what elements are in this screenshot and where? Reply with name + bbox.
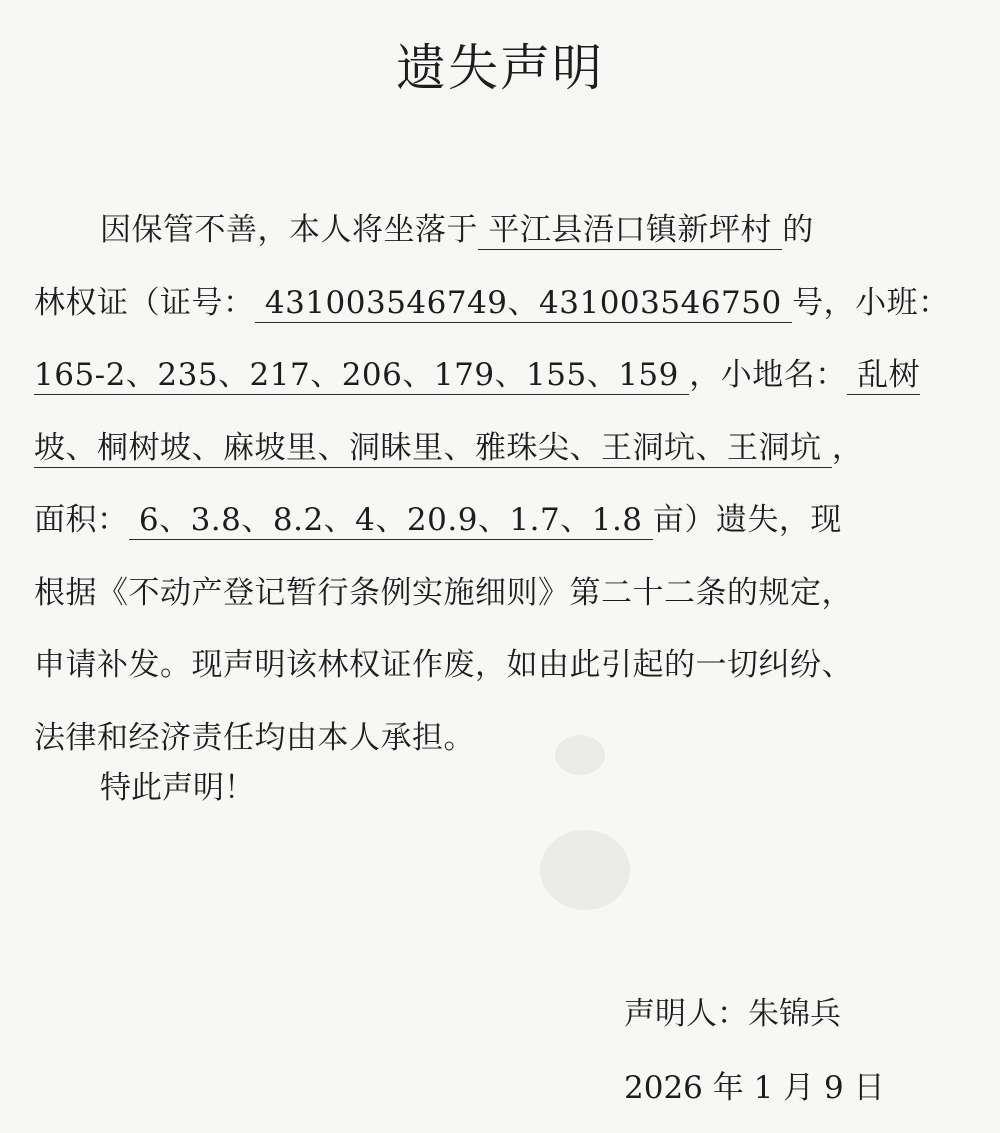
text-segment: 林权证（证号： <box>34 284 255 321</box>
body-line-8: 法律和经济责任均由本人承担。 <box>34 719 475 756</box>
text-segment: 因保管不善，本人将坐落于 <box>100 212 478 248</box>
body-line-1 <box>34 194 948 267</box>
text-segment: 号，小班： <box>792 284 950 321</box>
location-field: 平江县浯口镇新坪村 <box>478 212 783 248</box>
text-segment: ，小地名： <box>689 357 847 393</box>
body-line-4 <box>34 412 948 485</box>
body-line-6: 根据《不动产登记暂行条例实施细则》第二十二条的规定， <box>34 574 853 611</box>
certificate-number-field: 431003546749、431003546750 <box>254 284 793 321</box>
body-line-7: 申请补发。现声明该林权证作废，如由此引起的一切纠纷、 <box>34 647 853 683</box>
declarant-signature: 声明人：朱锦兵 <box>624 996 841 1032</box>
plot-numbers-field: 165-2、235、217、206、179、155、159 <box>34 357 690 393</box>
closing-remark: 特此声明！ <box>100 770 255 806</box>
statement-date: 2026 年 1 月 9 日 <box>624 1070 885 1106</box>
text-segment: ， <box>831 429 864 466</box>
text-segment: 的 <box>782 212 814 248</box>
body-line-3 <box>34 339 948 412</box>
area-field: 6、3.8、8.2、4、20.9、1.7、1.8 <box>128 502 653 538</box>
place-names-field: 乱树 <box>846 357 921 393</box>
text-segment: 亩）遗失，现 <box>652 502 842 538</box>
text-segment: 面积： <box>34 502 129 538</box>
place-names-field: 坡、桐树坡、麻坡里、洞眛里、雅珠尖、王洞坑、王洞坑 <box>34 429 832 466</box>
body-line-2 <box>34 267 948 340</box>
statement-body <box>34 194 948 774</box>
paper-smudge <box>540 830 630 910</box>
document-title: 遗失声明 <box>396 39 604 97</box>
body-line-5 <box>34 484 948 557</box>
